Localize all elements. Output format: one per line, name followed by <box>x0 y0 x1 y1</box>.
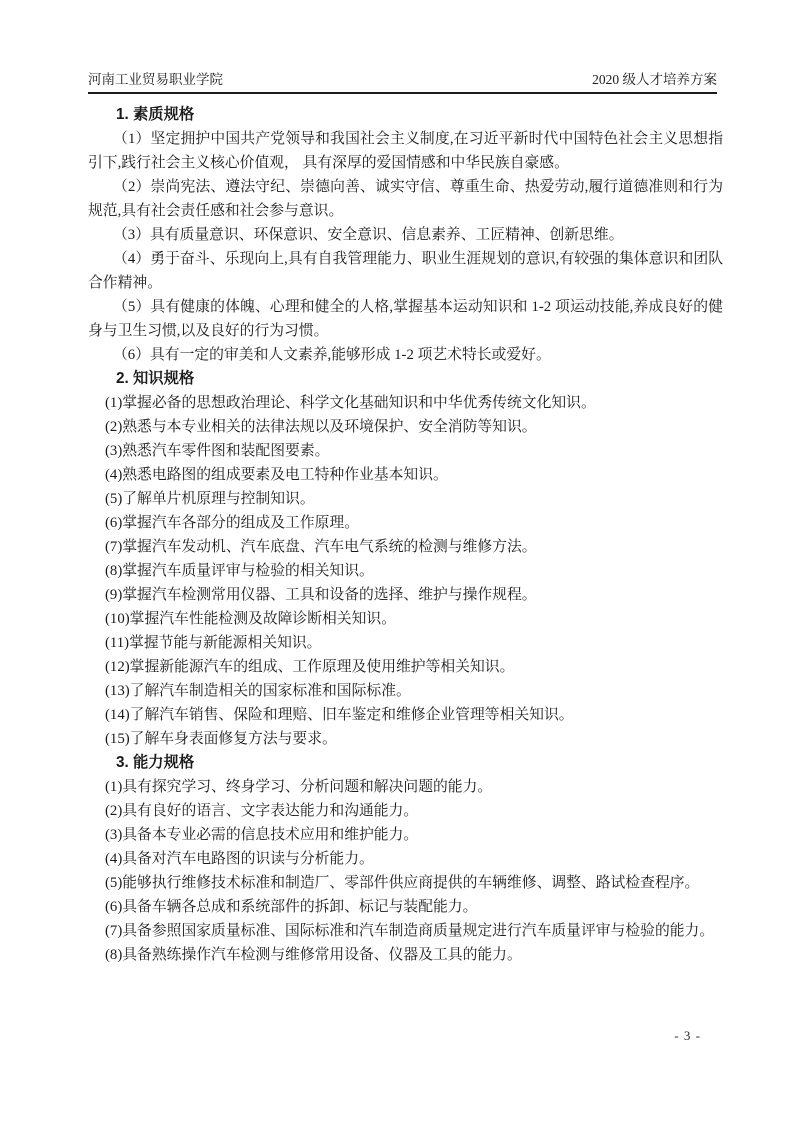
list-item: (13)了解汽车制造相关的国家标准和国际标准。 <box>105 683 411 699</box>
list-item: (8)掌握汽车质量评审与检验的相关知识。 <box>105 563 374 579</box>
list-item: (14)了解汽车销售、保险和理赔、旧车鉴定和维修企业管理等相关知识。 <box>105 707 574 723</box>
list-item: （1）坚定拥护中国共产党领导和我国社会主义制度,在习近平新时代中国特色社会主义思想指引下,践行社会主义核心价值观， 具有深厚的爱国情感和中华民族自豪感。 <box>88 131 723 171</box>
document-body <box>88 103 723 967</box>
section-heading: 2. 知识规格 <box>116 370 195 387</box>
page-number: - 3 - <box>674 1028 701 1043</box>
list-item: (7)掌握汽车发动机、汽车底盘、汽车电气系统的检测与维修方法。 <box>105 539 537 555</box>
list-item: (5)了解单片机原理与控制知识。 <box>105 491 315 507</box>
list-item: （5）具有健康的体魄、心理和健全的人格,掌握基本运动知识和 1-2 项运动技能,养成良好的健身与卫生习惯,以及良好的行为习惯。 <box>88 299 723 339</box>
list-item: (1)掌握必备的思想政治理论、科学文化基础知识和中华优秀传统文化知识。 <box>105 395 596 411</box>
header-school-name: 河南工业贸易职业学院 <box>88 72 223 87</box>
list-item: （4）勇于奋斗、乐现向上,具有自我管理能力、职业生涯规划的意识,有较强的集体意识和团队合作精神。 <box>88 251 723 291</box>
list-item: (7)具备参照国家质量标准、国际标准和汽车制造商质量规定进行汽车质量评审与检验的能力。 <box>105 923 715 939</box>
list-item: （2）崇尚宪法、遵法守纪、崇德向善、诚实守信、尊重生命、热爱劳动,履行道德准则和行为规范,具有社会责任感和社会参与意识。 <box>88 179 723 219</box>
list-item: (5)能够执行维修技术标准和制造厂、零部件供应商提供的车辆维修、调整、路试检查程序。 <box>105 875 700 891</box>
list-item: (9)掌握汽车检测常用仪器、工具和设备的选择、维护与操作规程。 <box>105 587 537 603</box>
header-document-title: 2020 级人才培养方案 <box>592 72 717 87</box>
list-item: （3）具有质量意识、环保意识、安全意识、信息素养、工匠精神、创新思维。 <box>113 227 624 243</box>
list-item: (6)掌握汽车各部分的组成及工作原理。 <box>105 515 360 531</box>
list-item: (4)熟悉电路图的组成要素及电工特种作业基本知识。 <box>105 467 448 483</box>
page-header <box>88 72 717 94</box>
list-item: （6）具有一定的审美和人文素养,能够形成 1-2 项艺术特长或爱好。 <box>113 347 551 363</box>
list-item: (4)具备对汽车电路图的识读与分析能力。 <box>105 851 374 867</box>
list-item: (2)具有良好的语言、文字表达能力和沟通能力。 <box>105 803 419 819</box>
section-heading: 3. 能力规格 <box>116 754 195 771</box>
list-item: (1)具有探究学习、终身学习、分析问题和解决问题的能力。 <box>105 779 493 795</box>
page-footer <box>674 1028 701 1044</box>
list-item: (11)掌握节能与新能源相关知识。 <box>105 635 322 651</box>
list-item: (3)熟悉汽车零件图和装配图要素。 <box>105 443 330 459</box>
list-item: (2)熟悉与本专业相关的法律法规以及环境保护、安全消防等知识。 <box>105 419 537 435</box>
list-item: (10)掌握汽车性能检测及故障诊断相关知识。 <box>105 611 396 627</box>
list-item: (3)具备本专业必需的信息技术应用和维护能力。 <box>105 827 419 843</box>
list-item: (15)了解车身表面修复方法与要求。 <box>105 731 337 747</box>
section-heading: 1. 素质规格 <box>116 106 195 123</box>
list-item: (12)掌握新能源汽车的组成、工作原理及使用维护等相关知识。 <box>105 659 515 675</box>
list-item: (8)具备熟练操作汽车检测与维修常用设备、仪器及工具的能力。 <box>105 947 522 963</box>
list-item: (6)具备车辆各总成和系统部件的拆卸、标记与装配能力。 <box>105 899 478 915</box>
